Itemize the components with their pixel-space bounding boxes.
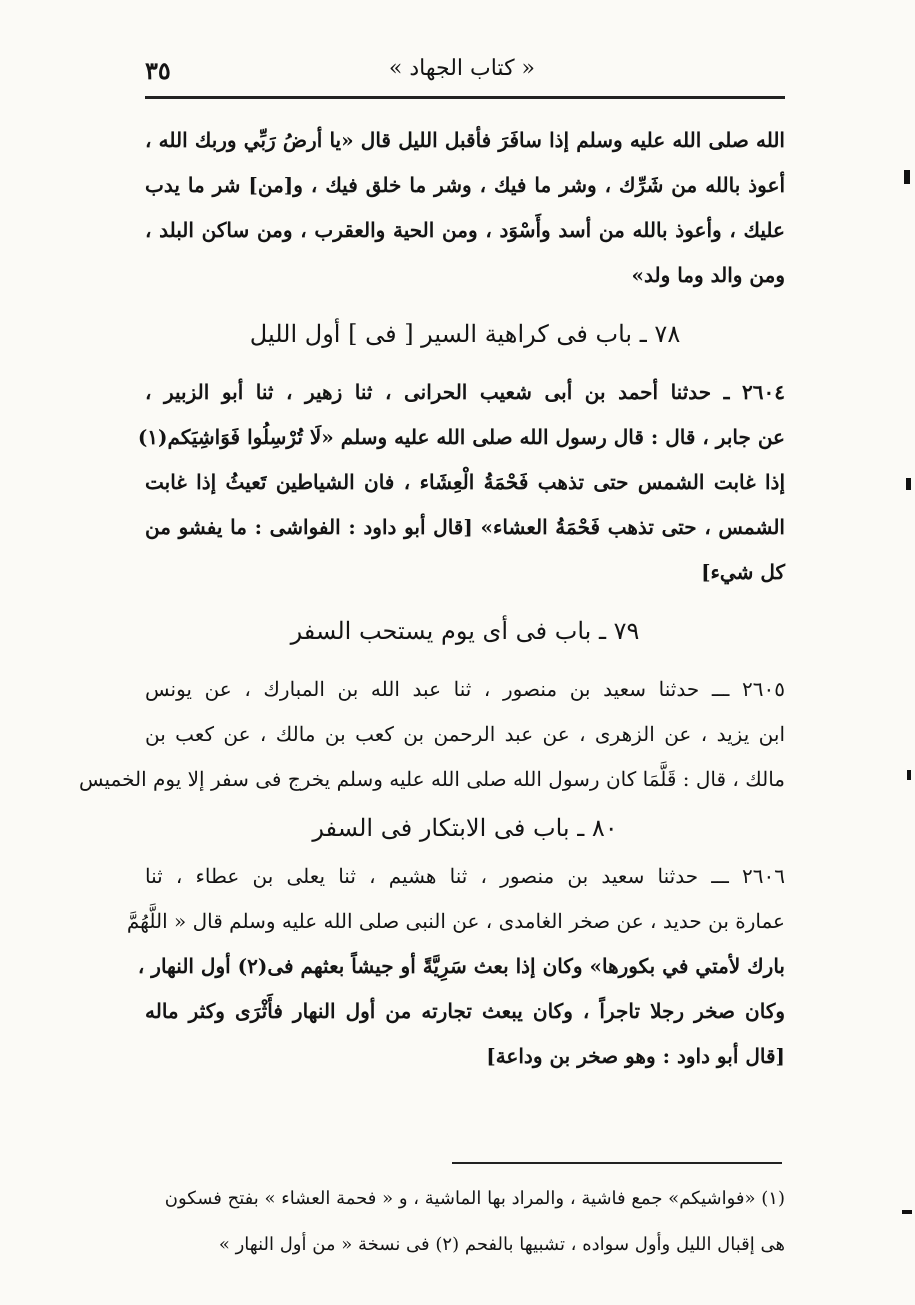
text-line: عليك ، وأعوذ بالله من أسد وأَسْوَد ، ومن الحية والعقرب ، ومن ساكن البلد ، (145, 218, 785, 242)
hadith-line: ٢٦٠٤ ـ حدثنا أحمد بن أبى شعيب الحرانى ، ثنا زهير ، ثنا أبو الزبير ، (145, 380, 785, 404)
footnotes (145, 1176, 785, 1268)
hadith-line: ٢٦٠٦ ـــ حدثنا سعيد بن منصور ، ثنا هشيم ، ثنا يعلى بن عطاء ، ثنا (145, 864, 785, 888)
hadith-line: ابن يزيد ، عن الزهرى ، عن عبد الرحمن بن كعب بن مالك ، عن كعب بن (145, 722, 785, 746)
scan-edge-mark (906, 478, 911, 490)
scan-edge-mark (902, 1210, 912, 1214)
hadith-line: [قال أبو داود : وهو صخر بن وداعة] (486, 1044, 785, 1068)
text-line: الله صلى الله عليه وسلم إذا سافَرَ فأقبل الليل قال «يا أرضُ رَبِّي وربك الله ، (145, 128, 785, 152)
chapter-title: باب فى أى يوم يستحب السفر (290, 617, 592, 645)
running-title: « كتاب الجهاد » (388, 56, 535, 81)
footnote-line: هى إقبال الليل وأول سواده ، تشبيها بالفحم (٢) فى نسخة « من أول النهار » (218, 1234, 785, 1255)
chapter-title: باب فى كراهية السير [ فى ] أول الليل (249, 320, 633, 348)
hadith-line: عن جابر ، قال : قال رسول الله صلى الله عليه وسلم «لَا تُرْسِلُوا فَوَاشِيَكم(١) (137, 425, 785, 449)
footnote-rule (452, 1162, 782, 1164)
footnote-line: (١) «فواشيكم» جمع فاشية ، والمراد بها الماشية ، و « فحمة العشاء » بفتح فسكون (164, 1188, 785, 1209)
chapter-heading-80 (145, 802, 785, 854)
main-text (78, 118, 786, 1079)
chapter-title: باب فى الابتكار فى السفر (312, 814, 570, 842)
hadith-line: الشمس ، حتى تذهب فَحْمَةُ العشاء» [قال أبو داود : الفواشى : ما يفشو من (145, 515, 785, 539)
scan-edge-mark (904, 170, 910, 184)
hadith-line: ٢٦٠٥ ـــ حدثنا سعيد بن منصور ، ثنا عبد الله بن المبارك ، عن يونس (145, 677, 785, 701)
hadith-line: كل شيء] (701, 560, 785, 584)
text-line: ومن والد وما ولد» (631, 263, 785, 287)
header-rule (145, 96, 785, 99)
hadith-line: وكان صخر رجلا تاجراً ، وكان يبعث تجارته من أول النهار فأَثْرَى وكثر ماله (145, 999, 786, 1023)
hadith-line: بارك لأمتي في بكورها» وكان إذا بعث سَرِيَّةً أو جيشاً بعثهم فى(٢) أول النهار ، (137, 954, 785, 978)
chapter-number: ٨٠ ـ (577, 814, 618, 842)
hadith-line: مالك ، قال : قَلَّمَا كان رسول الله صلى الله عليه وسلم يخرج فى سفر إلا يوم الخميس (78, 767, 785, 791)
chapter-number: ٧٨ ـ (639, 320, 681, 348)
hadith-line: إذا غابت الشمس حتى تذهب فَحْمَةُ الْعِشَاء ، فان الشياطين تَعيثُ إذا غابت (145, 470, 785, 494)
page-header (145, 56, 785, 92)
hadith-line: عمارة بن حديد ، عن صخر الغامدى ، عن النبى صلى الله عليه وسلم قال « اللَّهُمَّ (126, 909, 785, 933)
scan-edge-mark (907, 770, 911, 780)
page-number: ٣٥ (145, 56, 171, 85)
chapter-number: ٧٩ ـ (598, 617, 640, 645)
text-line: أعوذ بالله من شَرِّك ، وشر ما فيك ، وشر ما خلق فيك ، و[من] شر ما يدب (145, 173, 785, 197)
chapter-heading-79 (145, 595, 785, 667)
chapter-heading-78 (145, 298, 785, 370)
